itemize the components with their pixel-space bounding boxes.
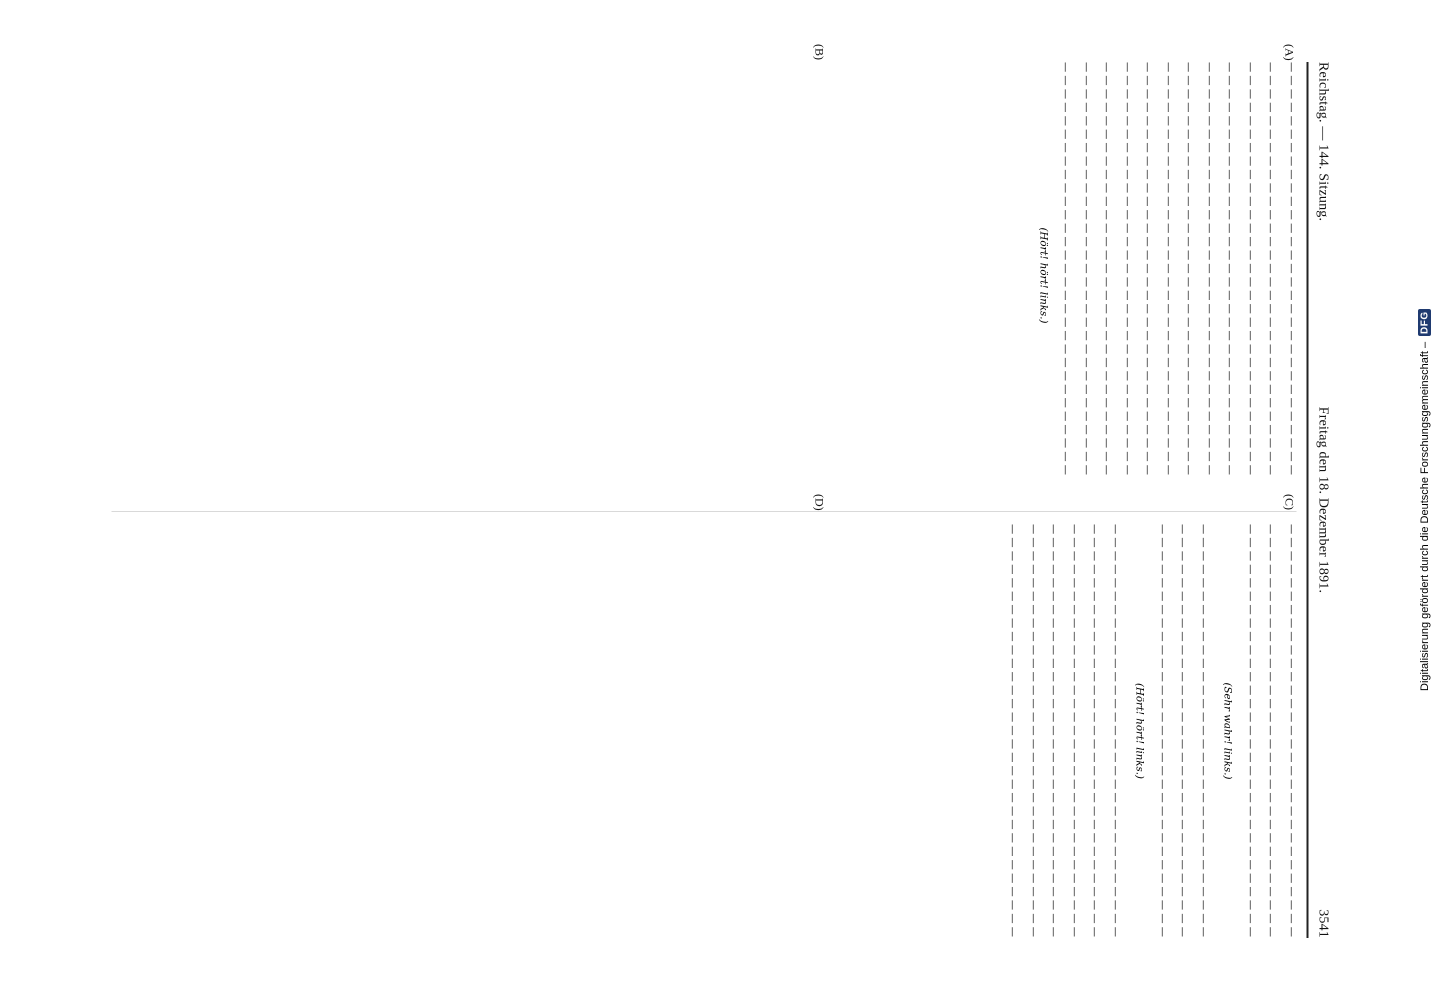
- left-paragraph-4: — — — — — — — — — — — — — — — — — — — — — — — — — — — — — — —: [1224, 62, 1235, 475]
- funding-credit: [1416, 0, 1432, 1000]
- left-paragraph-9: — — — — — — — — — — — — — — — — — — — — — — — — — — — — — — —: [1121, 62, 1133, 475]
- dfg-logo-badge: DFG: [1419, 311, 1431, 334]
- right-paragraph-2: — — — — — — — — — — — — — — — — — — — — — — — — — — — — — — —: [1265, 524, 1276, 937]
- left-paragraph-2: — — — — — — — — — — — — — — — — — — — — — — — — — — — — — — —: [1265, 62, 1276, 475]
- right-paragraph-5: — — — — — — — — — — — — — — — — — — — — — — — — — — — — — — —: [1177, 524, 1188, 937]
- header-left: Reichstag. — 144. Sitzung.: [1315, 62, 1331, 222]
- right-paragraph-1: — — — — — — — — — — — — — — — — — — — — — — — — — — — — — — —: [1285, 524, 1297, 937]
- left-paragraph-11: — — — — — — — — — — — — — — — — — — — — — — — — — — — — — — —: [1080, 62, 1092, 475]
- right-paragraph-10: — — — — — — — — — — — — — — — — — — — — — — — — — — — — — — —: [1048, 524, 1059, 937]
- left-paragraph-3: — — — — — — — — — — — — — — — — — — — — — — — — — — — — — — —: [1244, 62, 1256, 475]
- right-column: [112, 494, 1297, 938]
- right-column-interjection-1: (Sehr wahr! links.): [1222, 682, 1233, 780]
- left-column: [112, 44, 1297, 489]
- right-paragraph-7: — — — — — — — — — — — — — — — — — — — — — — — — — — — — — — —: [1109, 524, 1121, 937]
- header-page-number: 3541: [1315, 909, 1331, 938]
- margin-marker-b: (B): [812, 44, 827, 60]
- right-paragraph-9: — — — — — — — — — — — — — — — — — — — — — — — — — — — — — — —: [1068, 524, 1080, 937]
- left-paragraph-12: — — — — — — — — — — — — — — — — — — — — — — — — — — — — — — —: [1060, 62, 1071, 475]
- left-column-interjection: (Hört! hört! links.): [1037, 227, 1049, 324]
- right-paragraph-6: — — — — — — — — — — — — — — — — — — — — — — — — — — — — — — —: [1156, 524, 1168, 937]
- left-paragraph-1: — — — — — — — — — — — — — — — — — — — — — — — — — — — — — — —: [1285, 62, 1297, 475]
- header-center: Freitag den 18. Dezember 1891.: [1315, 406, 1331, 594]
- left-paragraph-10: — — — — — — — — — — — — — — — — — — — — — — — — — — — — — — —: [1101, 62, 1112, 475]
- left-paragraph-5: — — — — — — — — — — — — — — — — — — — — — — — — — — — — — — —: [1203, 62, 1215, 475]
- left-paragraph-6: — — — — — — — — — — — — — — — — — — — — — — — — — — — — — — —: [1183, 62, 1194, 475]
- right-paragraph-8: — — — — — — — — — — — — — — — — — — — — — — — — — — — — — — —: [1089, 524, 1100, 937]
- right-column-interjection-2: (Hört! hört! links.): [1134, 683, 1145, 779]
- right-paragraph-4: — — — — — — — — — — — — — — — — — — — — — — — — — — — — — — —: [1197, 524, 1209, 937]
- two-column-body: [112, 44, 1297, 938]
- left-paragraph-7: — — — — — — — — — — — — — — — — — — — — — — — — — — — — — — —: [1162, 62, 1174, 475]
- margin-marker-c: (C): [1282, 494, 1297, 510]
- margin-marker-a: (A): [1282, 44, 1297, 61]
- left-paragraph-8: — — — — — — — — — — — — — — — — — — — — — — — — — — — — — — —: [1142, 62, 1153, 475]
- page-header: [1307, 62, 1331, 938]
- funding-credit-text: Digitalisierung gefördert durch die Deutsche Forschungsgemeinschaft –: [1419, 341, 1431, 691]
- margin-marker-d: (D): [812, 494, 827, 511]
- right-paragraph-3: — — — — — — — — — — — — — — — — — — — — — — — — — — — — — — —: [1244, 524, 1256, 937]
- right-paragraph-11: — — — — — — — — — — — — — — — — — — — — — — — — — — — — — — —: [1027, 524, 1039, 937]
- scanned-page: [84, 40, 1349, 960]
- right-paragraph-12: — — — — — — — — — — — — — — — — — — — — — — — — — — — — — — —: [1007, 524, 1018, 937]
